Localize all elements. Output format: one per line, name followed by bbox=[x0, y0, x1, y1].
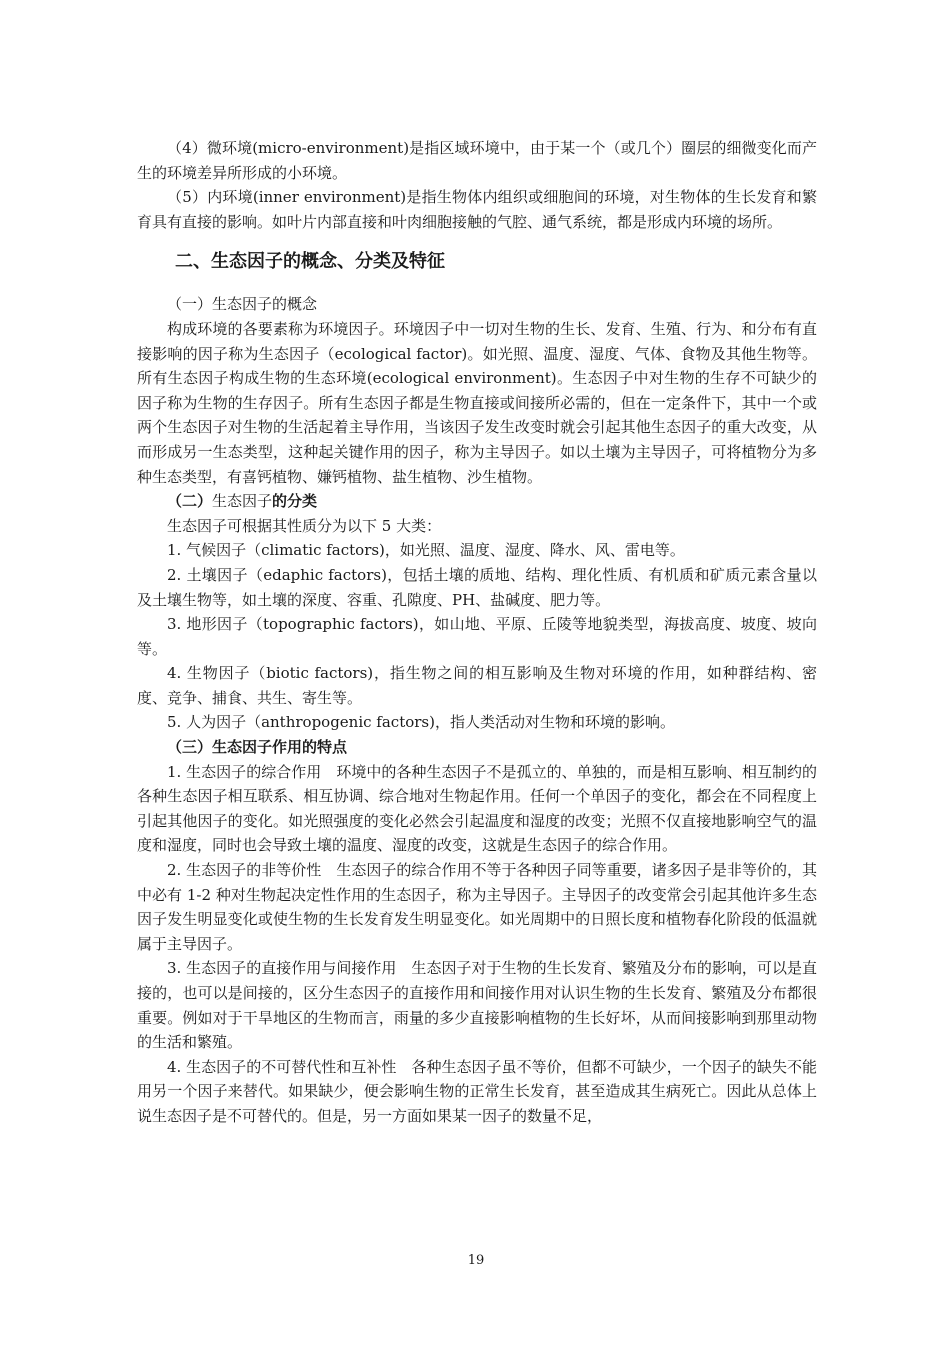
body-text bbox=[137, 136, 817, 1129]
paragraph-micro-environment: （4）微环境(micro-environment)是指区域环境中，由于某一个（或几个）圈层的细微变化而产生的环境差异所形成的小环境。 bbox=[137, 139, 817, 182]
paragraph-inner-environment: （5）内环境(inner environment)是指生物体内组织或细胞间的环境，对生物体的生长发育和繁育具有直接的影响。如叶片内部直接和叶肉细胞接触的气腔、通气系统，都是形成内环境的场所。 bbox=[137, 188, 817, 231]
section-heading: 二、生态因子的概念、分类及特征 bbox=[175, 251, 445, 273]
subheading-concept: （一）生态因子的概念 bbox=[167, 295, 318, 314]
subheading-classification-number: （二） bbox=[167, 492, 213, 511]
paragraph-classification-intro: 生态因子可根据其性质分为以下 5 大类： bbox=[167, 516, 442, 535]
list-item-topographic: 3. 地形因子（topographic factors)，如山地、平原、丘陵等地貌类型，海拔高度、坡度、坡向等。 bbox=[137, 615, 817, 658]
paragraph-feature-non-equivalence: 2. 生态因子的非等价性 生态因子的综合作用不等于各种因子同等重要，诸多因子是非等价的，其中必有 1-2 种对生物起决定性作用的生态因子，称为主导因子。主导因子的改变常会引起其他许多生态因子发生明显变化或使生物的生长发育发生明显变化。如光周期中的日照长度和植物春化阶段的低温就属于主导因子。 bbox=[137, 861, 817, 953]
paragraph-feature-combined-action: 1. 生态因子的综合作用 环境中的各种生态因子不是孤立的、单独的，而是相互影响、相互制约的各种生态因子相互联系、相互协调、综合地对生物起作用。任何一个单因子的变化，都会在不同程度上引起其他因子的变化。如光照强度的变化必然会引起温度和湿度的改变；光照不仅直接地影响空气的温度和湿度，同时也会导致土壤的温度、湿度的改变，这就是生态因子的综合作用。 bbox=[137, 762, 817, 855]
paragraph-feature-irreplaceability: 4. 生态因子的不可替代性和互补性 各种生态因子虽不等价，但都不可缺少，一个因子的缺失不能用另一个因子来替代。如果缺少，便会影响生物的正常生长发育，甚至造成其生病死亡。因此从总体上说生态因子是不可替代的。但是，另一方面如果某一因子的数量不足， bbox=[137, 1057, 817, 1125]
page-number: 19 bbox=[467, 1253, 485, 1268]
subheading-classification-suffix: 的分类 bbox=[272, 492, 318, 511]
paragraph-concept: 构成环境的各要素称为环境因子。环境因子中一切对生物的生长、发育、生殖、行为、和分布有直接影响的因子称为生态因子（ecological factor)。如光照、温度、湿度、气体、食物及其他生物等。所有生态因子构成生物的生态环境(ecological environment)。生态因子中对生物的生存不可缺少的因子称为生物的生存因子。所有生态因子都是生物直接或间接所必需的，但在一定条件下，其中一个或两个生态因子对生物的生活起着主导作用，当该因子发生改变时就会引起其他生态因子的重大改变，从而形成另一生态类型，这种起关键作用的因子，称为主导因子。如以土壤为主导因子，可将植物分为多种生态类型，有喜钙植物、嫌钙植物、盐生植物、沙生植物。 bbox=[137, 319, 817, 486]
list-item-anthropogenic: 5. 人为因子（anthropogenic factors)，指人类活动对生物和环境的影响。 bbox=[167, 713, 675, 732]
list-item-edaphic: 2. 土壤因子（edaphic factors)，包括土壤的质地、结构、理化性质、有机质和矿质元素含量以及土壤生物等，如土壤的深度、容重、孔隙度、PH、盐碱度、肥力等。 bbox=[137, 565, 817, 609]
subheading-classification bbox=[137, 489, 817, 514]
subheading-classification-term: 生态因子 bbox=[212, 492, 273, 511]
list-item-climatic: 1. 气候因子（climatic factors)，如光照、温度、湿度、降水、风、雷电等。 bbox=[167, 541, 685, 560]
paragraph-feature-direct-indirect: 3. 生态因子的直接作用与间接作用 生态因子对于生物的生长发育、繁殖及分布的影响，可以是直接的，也可以是间接的，区分生态因子的直接作用和间接作用对认识生物的生长发育、繁殖及分布都很重要。例如对于干旱地区的生物而言，雨量的多少直接影响植物的生长好坏，从而间接影响到那里动物的生活和繁殖。 bbox=[137, 959, 817, 1052]
subheading-features: （三）生态因子作用的特点 bbox=[167, 738, 348, 757]
list-item-biotic: 4. 生物因子（biotic factors)，指生物之间的相互影响及生物对环境的作用，如种群结构、密度、竞争、捕食、共生、寄生等。 bbox=[137, 664, 817, 707]
